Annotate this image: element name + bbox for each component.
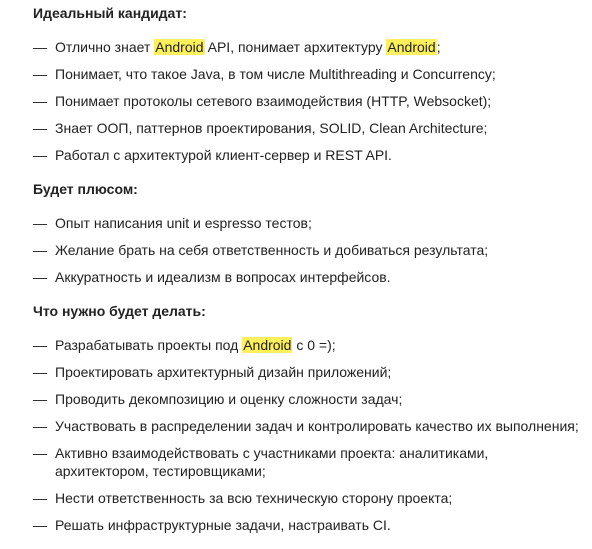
item-text: Отлично знает bbox=[55, 39, 155, 55]
bullet-dash: — bbox=[33, 120, 47, 136]
item-text: API, понимает архитектуру bbox=[204, 39, 387, 55]
bullet-dash: — bbox=[33, 66, 47, 82]
item-text: Проектировать архитектурный дизайн приложений; bbox=[55, 364, 392, 380]
list-item bbox=[33, 146, 592, 164]
bullet-dash: — bbox=[33, 39, 47, 55]
item-text: Знает ООП, паттернов проектирования, SOLID, Clean Architecture; bbox=[55, 120, 488, 136]
item-text: Решать инфраструктурные задачи, настраивать CI. bbox=[55, 517, 391, 533]
list-item bbox=[33, 38, 592, 56]
list-item bbox=[33, 65, 592, 83]
bullet-list bbox=[33, 336, 592, 534]
list-item bbox=[33, 268, 592, 286]
bullet-dash: — bbox=[33, 490, 47, 506]
bullet-dash: — bbox=[33, 242, 47, 258]
item-text: Понимает протоколы сетевого взаимодействия (HTTP, Websocket); bbox=[55, 93, 492, 109]
bullet-dash: — bbox=[33, 391, 47, 407]
item-text: с 0 =); bbox=[292, 337, 336, 353]
highlighted-term: Android bbox=[155, 39, 204, 55]
highlighted-term: Android bbox=[243, 337, 292, 353]
list-item bbox=[33, 444, 580, 480]
item-text: Желание брать на себя ответственность и добиваться результата; bbox=[55, 242, 489, 258]
bullet-dash: — bbox=[33, 337, 47, 353]
bullet-dash: — bbox=[33, 364, 47, 380]
section-title: Что нужно будет делать: bbox=[33, 303, 206, 319]
section-title: Идеальный кандидат: bbox=[33, 5, 187, 21]
highlighted-term: Android bbox=[387, 39, 436, 55]
item-text: Проводить декомпозицию и оценку сложности задач; bbox=[55, 391, 403, 407]
list-item bbox=[33, 363, 592, 381]
bullet-list bbox=[33, 214, 592, 286]
item-text: Участвовать в распределении задач и контролировать качество их выполнения; bbox=[55, 418, 579, 434]
bullet-list bbox=[33, 38, 592, 164]
list-item bbox=[33, 489, 592, 507]
bullet-dash: — bbox=[33, 517, 47, 533]
bullet-dash: — bbox=[33, 269, 47, 285]
bullet-dash: — bbox=[33, 215, 47, 231]
item-text: Понимает, что такое Java, в том числе Multithreading и Concurrency; bbox=[55, 66, 496, 82]
item-text: ; bbox=[436, 39, 441, 55]
list-item bbox=[33, 336, 592, 354]
list-item bbox=[33, 390, 592, 408]
list-item bbox=[33, 516, 592, 534]
bullet-dash: — bbox=[33, 418, 47, 434]
item-text: Активно взаимодействовать с участниками проекта: аналитиками, архитектором, тестировщиками; bbox=[55, 445, 489, 479]
section-3 bbox=[33, 302, 592, 534]
bullet-dash: — bbox=[33, 93, 47, 109]
item-text: Разрабатывать проекты под bbox=[55, 337, 243, 353]
list-item bbox=[33, 241, 592, 259]
section-2 bbox=[33, 180, 592, 286]
bullet-dash: — bbox=[33, 445, 47, 461]
item-text: Нести ответственность за всю техническую сторону проекта; bbox=[55, 490, 453, 506]
list-item bbox=[33, 214, 592, 232]
item-text: Опыт написания unit и espresso тестов; bbox=[55, 215, 312, 231]
bullet-dash: — bbox=[33, 147, 47, 163]
item-text: Работал с архитектурой клиент-сервер и REST API. bbox=[55, 147, 392, 163]
section-1 bbox=[33, 0, 592, 164]
section-title: Будет плюсом: bbox=[33, 181, 138, 197]
list-item bbox=[33, 119, 592, 137]
list-item bbox=[33, 92, 592, 110]
document bbox=[33, 0, 592, 543]
list-item bbox=[33, 417, 592, 435]
item-text: Аккуратность и идеализм в вопросах интерфейсов. bbox=[55, 269, 391, 285]
